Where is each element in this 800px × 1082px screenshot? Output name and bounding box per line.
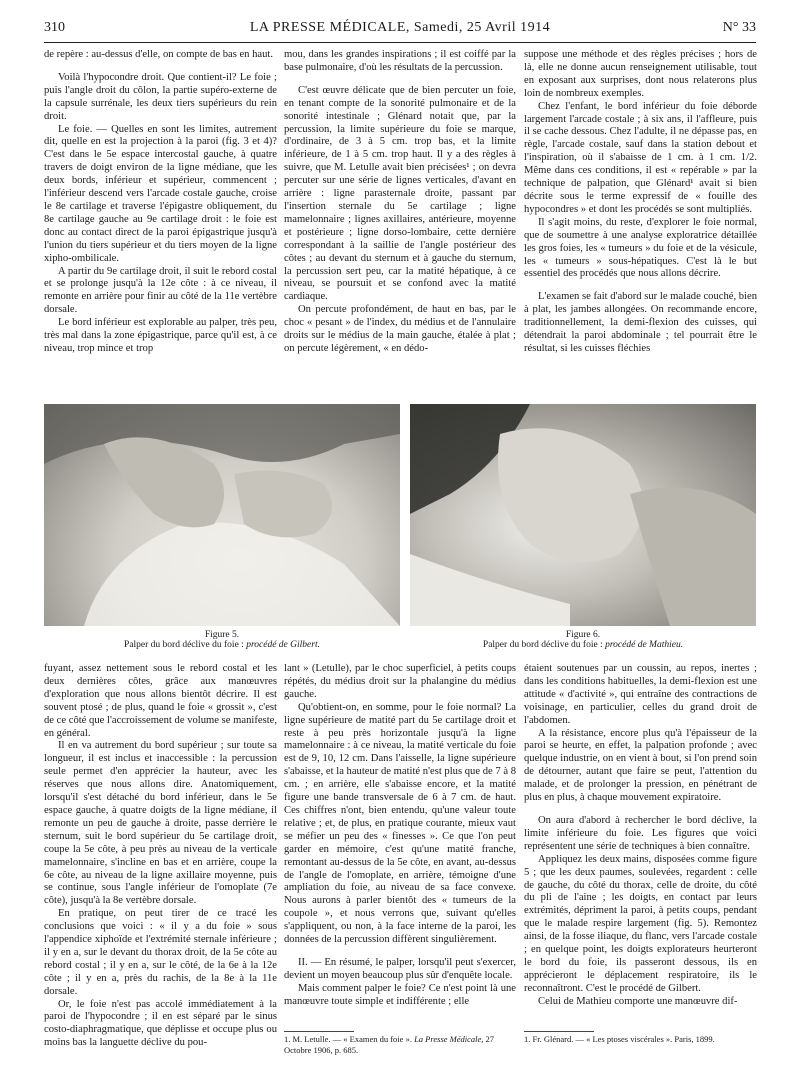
figure-5-caption-lead: Palper du bord déclive du foie : [124,640,247,650]
journal-title: LA PRESSE MÉDICALE, Samedi, 25 Avril 1914 [249,20,551,35]
paragraph: L'examen se fait d'abord sur le malade couché, bien à plat, les jambes allongées. On recommande encore, traditionnellement, la demi-flexion des cuisses, qui détendrait la paroi abdominale ; tel pourrait être le résultat, si les cuisses fléchies [524,291,757,354]
column-1-bottom [44,663,277,1049]
paragraph: mou, dans les grandes inspirations ; il est coiffé par la base pulmonaire, d'où les résultats de la percussion. [284,49,516,73]
paragraph: Il en va autrement du bord supérieur ; sur toute sa longueur, il est inclus et inaccessible : la percussion seule permet d'en apprécier la hauteur, avec les réserves que nous allons dire. Anatomiquement, lorsqu'il s'est détaché du bord inférieur, dans le 5e espace gauche, à quatre doigts de la ligne médiane, il remonte un peu de gauche à droite, passe derrière le sternum, suit le bord supérieur du 5e cartilage droit, coupe la 5e côte, à peu près au niveau de la verticale mamelonnaire, s'incline en bas et en arrière, coupe la 6e côte, au niveau de la ligne axillaire moyenne, puis se continue, sous l'angle inférieur de l'omoplate (7e côte), jusqu'à la 8e vertèbre dorsale. [44,740,277,907]
paragraph: Mais comment palper le foie? Ce n'est point là une manœuvre toute simple et indifférente ; elle [284,982,516,1007]
figure-6-caption [410,630,756,650]
figure-6-caption-lead: Palper du bord déclive du foie : [482,640,606,650]
column-3-top [524,49,757,393]
footnote-text: 1. M. Letulle. — « Examen du foie ». [284,1034,415,1044]
paragraph: Le foie. — Quelles en sont les limites, autrement dit, quelle en est la projection à la paroi (fig. 3 et 4)? C'est dans le 5e espace intercostal gauche, à quatre travers de doigt environ de la ligne médiane, que les deux bords, inférieur et supérieur, commencent ; l'inférieur descend vers l'arcade costale gauche, croise le 8e cartilage et traverse l'épigastre obliquement, du 8e cartilage gauche au 9e cartilage droit : le foie est donc au contact direct de la paroi épigastrique jusqu'à l'union du tiers supérieur et du tiers moyen de la ligne xipho-ombilicale. [44,123,277,264]
paragraph: En pratique, on peut tirer de ce tracé les conclusions que voici : « il y a du foie » sous l'appendice xiphoïde et l'extrémité sternale inférieure ; il y en a, sur le devant du thorax droit, de la 5e côte au rebord costal ; il y en a, sur le côté, de la 6e à la 12e côte ; il y en a, près du rachis, de la 8e à la 11e dorsale. [44,908,277,997]
paragraph: Chez l'enfant, le bord inférieur du foie déborde largement l'arcade costale ; à six ans, il l'affleure, puis il se cache dessous. Chez l'adulte, il ne dépasse pas, en règle, l'arcade costale, sauf dans la station debout et l'inspiration, où il s'abaisse de 1 cm. à 1 cm. 1/2. Même dans ces conditions, il est « repérable » par la technique de palpation, que Glénard¹ avait si bien décrite sous le terme expressif de « fouille des hypocondres » et dont les procédés se sont multipliés. [524,100,757,215]
footnote-date: 27 Octobre 1906, p. 685. [284,1034,495,1055]
paragraph: Or, le foie n'est pas accolé immédiatement à la paroi de l'hypocondre ; il en est séparé par le sinus costo-diaphragmatique, que déplisse et occupe plus ou moins bas la languette déclive du pou- [44,998,277,1049]
paragraph: A partir du 9e cartilage droit, il suit le rebord costal et se prolonge jusqu'à la 12e côte : à ce niveau, il remonte en arrière pour finir au côté de la 11e vertèbre dorsale. [44,265,277,316]
page-number: 310 [44,20,65,35]
paragraph: On percute profondément, de haut en bas, par le choc « pesant » de l'index, du médius et de l'annulaire droits sur le médius de la main gauche, étalée à plat ; on percute légèrement, « en dédo- [284,304,516,354]
paragraph: suppose une méthode et des règles précises ; hors de là, elle ne donne aucun renseignement utilisable, tout en exposant aux surprises, dont nous relaterons plus loin de nombreux exemples. [524,49,757,99]
issue-number: N° 33 [722,20,756,35]
figure-6-number: Figure 6. [565,630,601,640]
column-2-bottom [284,663,516,1025]
figure-5-caption [44,630,400,650]
paragraph: Voilà l'hypocondre droit. Que contient-il? Le foie ; puis l'angle droit du côlon, la partie supéro-externe de la capsule surrénale, les deux tiers supérieurs du rein droit. [44,71,277,122]
paragraph: Il s'agit moins, du reste, d'explorer le foie normal, que de soumettre à une analyse exploratrice détaillée les gros foies, les « tumeurs » du foie et de la vésicule, les « tumeurs » sous-hépatiques. C'est là le but essentiel des procédés que nous allons décrire. [524,216,757,280]
paragraph: Celui de Mathieu comporte une manœuvre dif- [538,995,738,1007]
paragraph: A la résistance, encore plus qu'à l'épaisseur de la paroi se heurte, en effet, la palpation profonde ; avec quelque industrie, on en vient à bout, si l'on prend soin de détourner, autant que faire se peut, l'attention du malade, et de prolonger la pression, en pénétrant de plus en plus, à chaque mouvement expiratoire. [524,727,757,804]
figure-5-photo [44,404,400,626]
paragraph: lant » (Letulle), par le choc superficiel, à petits coups répétés, du médius droit sur la phalangine du médius gauche. [284,663,516,700]
paragraph: II. — En résumé, le palper, lorsqu'il peut s'exercer, devient un moyen beaucoup plus sûr d'enquête locale. [284,956,516,981]
paragraph: étaient soutenues par un coussin, au repos, inertes ; dans les conditions habituelles, la demi-flexion est une attitude « d'activité », qui entraîne des contractions de voisinage, en particulier, celles du grand droit de l'abdomen. [524,663,757,726]
column-1-top [44,49,277,393]
paragraph: Qu'obtient-on, en somme, pour le foie normal? La ligne supérieure de matité part du 5e cartilage droit et reste à peu près horizontale jusqu'à la ligne mamelonnaire : à ce niveau, la matité verticale du foie est de 9, 10, 12 cm. Dans l'aisselle, la ligne supérieure s'abaisse, et la hauteur de matité n'est plus que de 7 à 8 cm. ; en arrière, elle s'abaisse encore, et la matité figure une bande transversale de 6 à 7 cm. de haut. Ces chiffres n'ont, bien entendu, qu'une valeur toute relative ; et, de plus, en pratique courante, mieux vaut se méfier un peu des « finesses ». Ce que l'on peut garder en mémoire, c'est qu'une matité franche, remontant au-dessus de la 5e côte, en avant, au-dessus de l'angle de l'omoplate, en arrière, témoigne d'une ampliation du foie, au niveau de sa face convexe. Nous aurons à parler bientôt des « tumeurs de la coupole », et nous verrons que, suivant qu'elles s'appliquent, ou non, à la face interne de la paroi, les données de la percussion diffèrent singulièrement. [284,701,516,946]
figure-5-number: Figure 5. [204,630,240,640]
figure-6-photo [410,404,756,626]
paragraph: Le bord inférieur est explorable au palper, très peu, très mal dans la zone épigastrique, parce qu'il est, à ce niveau, trop mince et trop [44,317,277,354]
paragraph: de repère : au-dessus d'elle, on compte de bas en haut. [44,49,274,60]
figure-5-caption-method: procédé de Gilbert. [246,640,320,650]
column-3-bottom [524,663,757,1025]
paragraph: On aura d'abord à rechercher le bord déclive, la limite inférieure du foie. Les figures que voici représentent une série de techniques à bien connaître. [524,814,757,852]
paragraph: C'est œuvre délicate que de bien percuter un foie, en tenant compte de la sonorité pulmonaire et de la sonorité intestinale ; Glénard notait que, par la percussion, la limite supérieure du foie se marque, d'ordinaire, de 3 à 5 cm. trop bas, et la limite inférieure, de 1 à 5 cm. trop haut. Il y a des règles à suivre, que M. Letulle avait bien précisées¹ ; on devra percuter sur une série de lignes verticales, d'avant en arrière : ligne parasternale droite, passant par l'insertion sternale du 5e cartilage ; ligne mamelonnaire ; lignes axillaires, antérieure, moyenne et postérieure ; ligne dorso-lombaire, cette dernière correspondant à la saillie de l'angle postérieur des côtes ; au devant du sternum et à gauche du sternum, la percussion sert peu, car la matité hépatique, à ce niveau, se poursuit et se confond avec la matité cardiaque. [284,84,516,303]
footnote-letulle [284,1034,516,1056]
paragraph: fuyant, assez nettement sous le rebord costal et les deux dernières côtes, grâce aux manœuvres d'exploration que nous allons bientôt décrire. Il est souvent ptosé ; de plus, quand le foie « grossit », c'est de ce côté que l'accroissement de volume se manifeste, en général. [44,663,277,739]
page-header [44,20,756,42]
footnote-rule [284,1031,354,1032]
footnote-journal: La Presse Médicale, [414,1034,484,1044]
column-2-top [284,49,516,393]
figure-6-caption-method: procédé de Mathieu. [605,640,684,650]
footnote-rule [524,1031,594,1032]
footnote-glenard: 1. Fr. Glénard. — « Les ptoses viscérales ». Paris, 1899. [524,1034,715,1044]
header-rule [44,42,756,43]
paragraph: Appliquez les deux mains, disposées comme figure 5 ; que les deux paumes, soulevées, regardent : celle de gauche, du côté du thorax, celle de droite, du côté du pli de l'aine ; les doigts, en contact par leurs extrémités, dépriment la paroi, à petits coups, pendant que le malade respire largement (fig. 5). Remontez ainsi, de la fosse iliaque, du flanc, vers l'arcade costale ; en quelque point, les doigts explorateurs heurteront le bord du foie, ils passeront dessous, ils en apprécieront le déplacement respiratoire, ils le reconnaîtront. C'est le procédé de Gilbert. [524,853,757,994]
